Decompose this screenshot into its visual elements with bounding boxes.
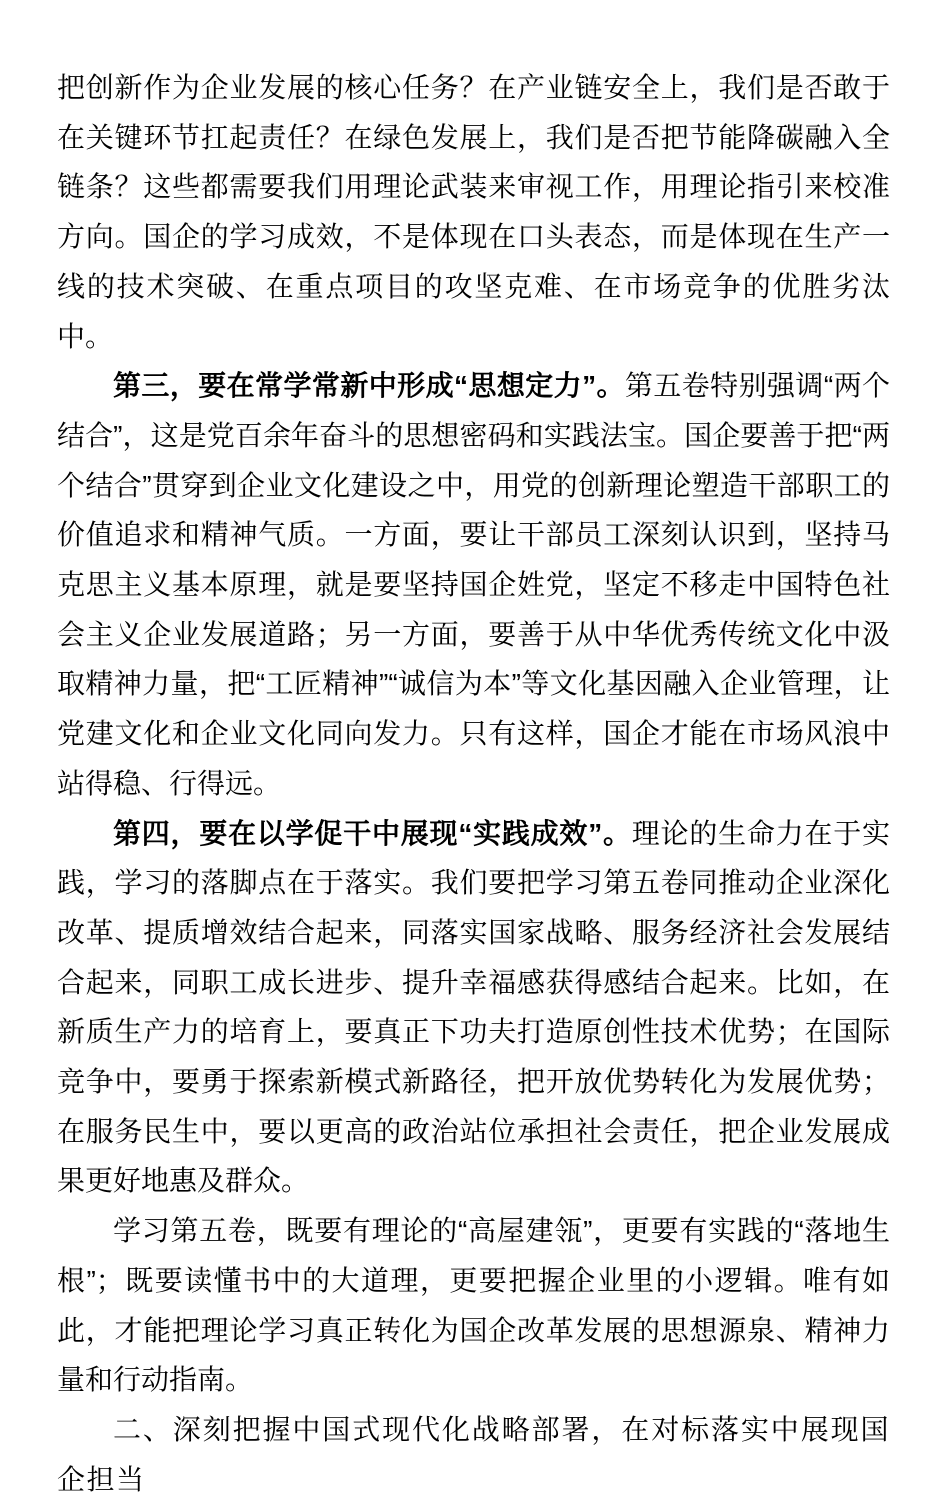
body-paragraph <box>57 809 890 1207</box>
body-paragraph <box>57 63 890 361</box>
paragraph-text: 理论的生命力在于实践，学习的落脚点在于落实。我们要把学习第五卷同推动企业深化改革、提质增效结合起来，同落实国家战略、服务经济社会发展结合起来，同职工成长进步、提升幸福感获得感结合起来。比如，在新质生产力的培育上，要真正下功夫打造原创性技术优势；在国际竞争中，要勇于探索新模式新路径，把开放优势转化为发展优势；在服务民生中，要以更高的政治站位承担社会责任，把企业发展成果更好地惠及群众。 <box>57 817 890 1197</box>
body-paragraph <box>57 1206 890 1405</box>
section-heading <box>57 1405 890 1504</box>
paragraph-bold-lead: 第四，要在以学促干中展现“实践成效”。 <box>113 817 632 849</box>
paragraph-text: 二、深刻把握中国式现代化战略部署，在对标落实中展现国企担当 <box>57 1413 890 1495</box>
paragraph-text: 把创新作为企业发展的核心任务？在产业链安全上，我们是否敢于在关键环节扛起责任？在绿色发展上，我们是否把节能降碳融入全链条？这些都需要我们用理论武装来审视工作，用理论指引来校准方向。国企的学习成效，不是体现在口头表态，而是体现在生产一线的技术突破、在重点项目的攻坚克难、在市场竞争的优胜劣汰中。 <box>57 72 890 352</box>
paragraph-text: 第五卷特别强调“两个结合”，这是党百余年奋斗的思想密码和实践法宝。国企要善于把“两个结合”贯穿到企业文化建设之中，用党的创新理论塑造干部职工的价值追求和精神气质。一方面，要让干部员工深刻认识到，坚持马克思主义基本原理，就是要坚持国企姓党，坚定不移走中国特色社会主义企业发展道路；另一方面，要善于从中华优秀传统文化中汲取精神力量，把“工匠精神”“诚信为本”等文化基因融入企业管理，让党建文化和企业文化同向发力。只有这样，国企才能在市场风浪中站得稳、行得远。 <box>57 370 890 799</box>
paragraph-text: 学习第五卷，既要有理论的“高屋建瓴”，更要有实践的“落地生根”；既要读懂书中的大道理，更要把握企业里的小逻辑。唯有如此，才能把理论学习真正转化为国企改革发展的思想源泉、精神力量和行动指南。 <box>57 1215 890 1396</box>
paragraph-bold-lead: 第三，要在常学常新中形成“思想定力”。 <box>113 370 625 402</box>
body-paragraph <box>57 361 890 808</box>
